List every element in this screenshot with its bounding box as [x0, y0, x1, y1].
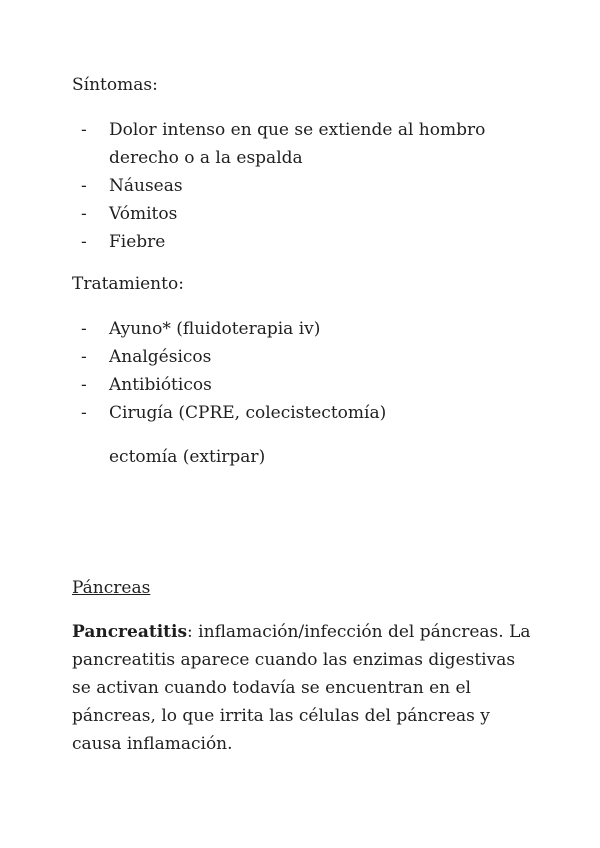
list-item-text: Ayuno* (fluidoterapia iv) [109, 319, 321, 339]
list-item-text: Dolor intenso en que se extiende al hombro derecho o a la espalda [109, 120, 486, 168]
list-item-text: Vómitos [109, 204, 178, 224]
pancreatitis-definition: : inflamación/infección del páncreas. La pancreatitis aparece cuando las enzimas digestivas se activan cuando todavía se encuentran en el páncreas, lo que irrita las células del páncreas y causa inflamación. [72, 622, 531, 754]
list-item [72, 172, 532, 200]
sintomas-list [72, 116, 532, 256]
sintomas-label: Síntomas: [72, 75, 158, 95]
tratamiento-list [72, 315, 532, 427]
dash-bullet: - [81, 375, 87, 395]
ectomia-note: ectomía (extirpar) [109, 447, 266, 467]
list-item-text: Cirugía (CPRE, colecistectomía) [109, 403, 387, 423]
dash-bullet: - [81, 319, 87, 339]
list-item [72, 315, 532, 343]
pancreatitis-paragraph [72, 618, 532, 758]
list-item-text: Náuseas [109, 176, 183, 196]
dash-bullet: - [81, 176, 87, 196]
dash-bullet: - [81, 232, 87, 252]
list-item [72, 228, 532, 256]
list-item-text: Antibióticos [109, 375, 212, 395]
tratamiento-label: Tratamiento: [72, 274, 184, 294]
dash-bullet: - [81, 204, 87, 224]
list-item-text: Fiebre [109, 232, 166, 252]
list-item-text: Analgésicos [109, 347, 212, 367]
list-item [72, 371, 532, 399]
list-item [72, 343, 532, 371]
dash-bullet: - [81, 347, 87, 367]
list-item [72, 399, 532, 427]
dash-bullet: - [81, 120, 87, 140]
list-item [72, 116, 532, 172]
pancreatitis-term: Pancreatitis [72, 622, 188, 642]
pancreas-heading: Páncreas [72, 578, 151, 598]
dash-bullet: - [81, 403, 87, 423]
list-item [72, 200, 532, 228]
